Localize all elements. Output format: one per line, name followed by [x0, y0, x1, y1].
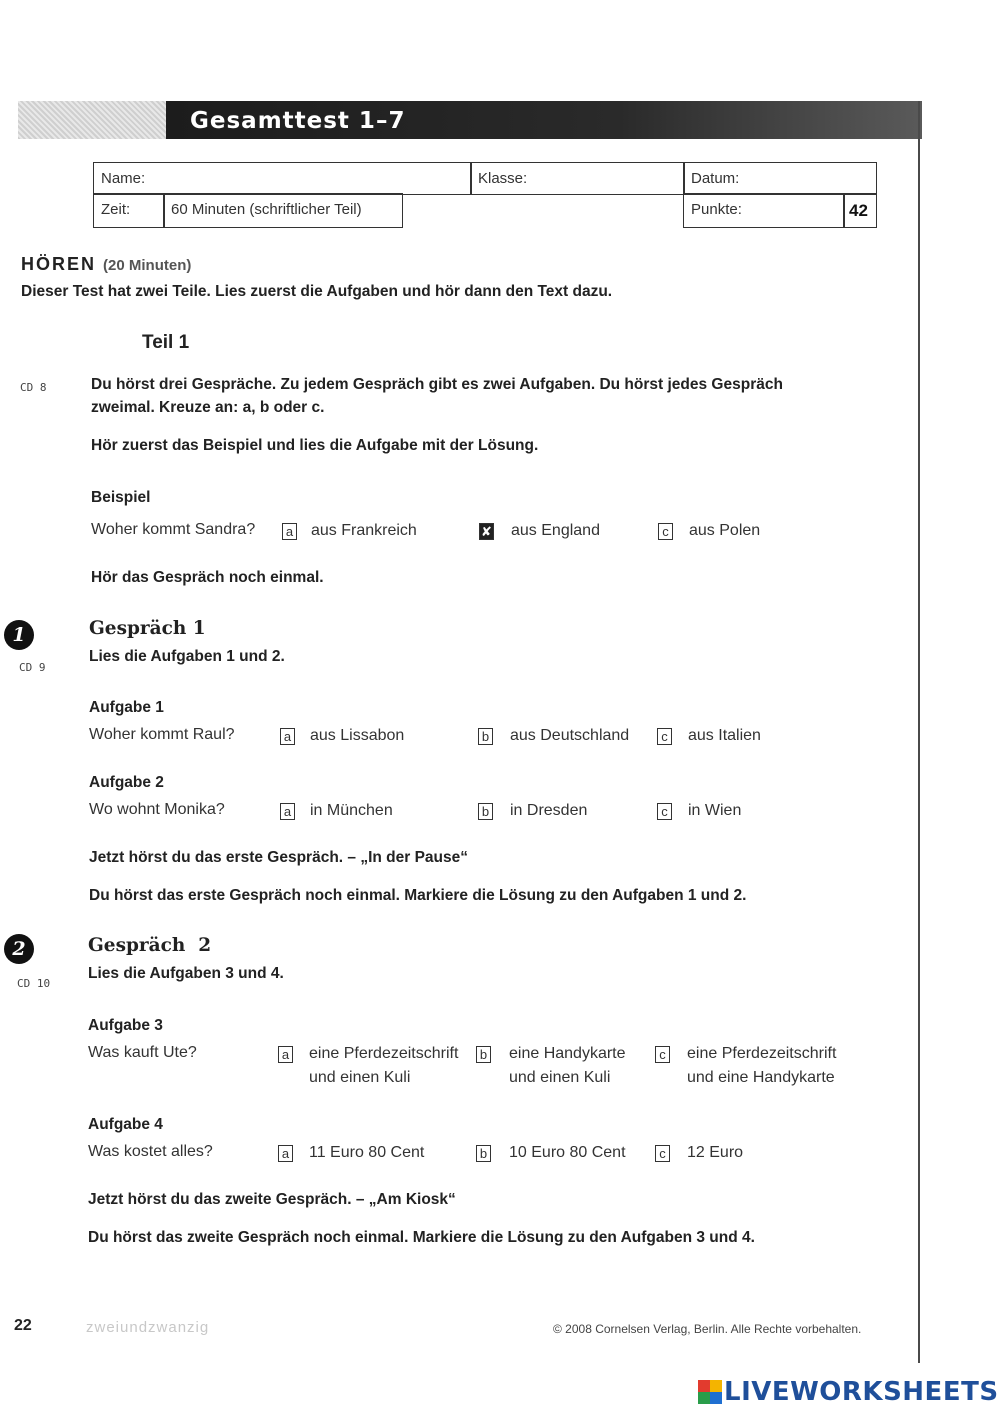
datum-label: Datum:: [691, 170, 740, 187]
gespraech1-subtitle: Lies die Aufgaben 1 und 2.: [89, 648, 285, 665]
aufgabe1-question: Woher kommt Raul?: [89, 726, 235, 743]
gespraech1-badge: 1: [4, 620, 34, 650]
gespraech2-subtitle: Lies die Aufgaben 3 und 4.: [88, 965, 284, 982]
zeit-label-cell: [93, 193, 165, 228]
zeit-value: 60 Minuten (schriftlicher Teil): [171, 201, 362, 218]
aufgabe4-option-c-text: 12 Euro: [687, 1144, 744, 1161]
aufgabe3-option-a-line2: und einen Kuli: [309, 1069, 411, 1086]
gespraech1-title: Gespräch 1: [89, 618, 206, 639]
page-number-word: zweiundzwanzig: [86, 1319, 210, 1336]
beispiel-option-c-text: aus Polen: [689, 522, 761, 539]
gespraech2-now: Jetzt hörst du das zweite Gespräch. – „Am Kiosk“: [88, 1191, 456, 1208]
gespraech2-badge: 2: [4, 934, 34, 964]
punkte-label: Punkte:: [691, 201, 742, 218]
gespraech2-again: Du hörst das zweite Gespräch noch einmal. Markiere die Lösung zu den Aufgaben 3 und 4.: [88, 1229, 755, 1246]
punkte-value: 42: [849, 201, 868, 220]
aufgabe3-option-a-text: [309, 1042, 458, 1090]
aufgabe3-heading: Aufgabe 3: [88, 1017, 163, 1034]
gespraech2-title: Gespräch 2: [88, 935, 212, 956]
aufgabe3-option-b-text: [509, 1042, 626, 1090]
aufgabe4-question: Was kostet alles?: [88, 1143, 213, 1160]
page-right-rule: [918, 101, 920, 1363]
aufgabe3-option-a-line1: eine Pferdezeitschrift: [309, 1045, 459, 1062]
punkte-label-cell: [683, 193, 845, 228]
aufgabe2-heading: Aufgabe 2: [89, 774, 164, 791]
aufgabe4-heading: Aufgabe 4: [88, 1116, 163, 1133]
section-duration: (20 Minuten): [103, 257, 192, 274]
beispiel-option-b-text: aus England: [511, 522, 600, 539]
aufgabe2-option-a-text: in München: [310, 802, 393, 819]
section-intro: Dieser Test hat zwei Teile. Lies zuerst die Aufgaben und hör dann den Text dazu.: [21, 283, 613, 300]
aufgabe1-option-a-text: aus Lissabon: [310, 727, 405, 744]
aufgabe4-option-b-text: 10 Euro 80 Cent: [509, 1144, 626, 1161]
aufgabe3-option-c-line2: und eine Handykarte: [687, 1069, 835, 1086]
copyright: © 2008 Cornelsen Verlag, Berlin. Alle Rechte vorbehalten.: [553, 1322, 862, 1336]
aufgabe3-option-c-box[interactable]: c: [655, 1046, 670, 1063]
aufgabe4-option-a-box[interactable]: a: [278, 1145, 293, 1162]
gespraech1-now: Jetzt hörst du das erste Gespräch. – „In der Pause“: [89, 849, 469, 866]
instruction-line2: zweimal. Kreuze an: a, b oder c.: [91, 399, 325, 416]
beispiel-option-b-box[interactable]: ✘: [479, 523, 494, 540]
klasse-cell[interactable]: [470, 162, 685, 195]
aufgabe4-option-c-box[interactable]: c: [655, 1145, 670, 1162]
example-hint: Hör zuerst das Beispiel und lies die Aufgabe mit der Lösung.: [91, 437, 539, 454]
aufgabe1-option-a-box[interactable]: a: [280, 728, 295, 745]
beispiel-option-c-box[interactable]: c: [658, 523, 673, 540]
gespraech1-again: Du hörst das erste Gespräch noch einmal. Markiere die Lösung zu den Aufgaben 1 und 2.: [89, 887, 747, 904]
aufgabe1-option-b-box[interactable]: b: [478, 728, 493, 745]
name-label: Name:: [101, 170, 146, 187]
aufgabe2-option-b-box[interactable]: b: [478, 803, 493, 820]
section-title: HÖREN: [21, 254, 97, 274]
liveworksheets-logo-text: LIVEWORKSHEETS: [724, 1377, 999, 1407]
aufgabe4-option-b-box[interactable]: b: [476, 1145, 491, 1162]
aufgabe4-option-a-text: 11 Euro 80 Cent: [309, 1144, 425, 1161]
liveworksheets-logo: [698, 1378, 999, 1406]
beispiel-option-a-text: aus Frankreich: [311, 522, 417, 539]
aufgabe3-option-b-line2: und einen Kuli: [509, 1069, 611, 1086]
cd10-label: CD 10: [17, 977, 51, 990]
aufgabe3-option-b-line1: eine Handykarte: [509, 1045, 626, 1062]
liveworksheets-logo-icon: [698, 1380, 722, 1404]
cd9-label: CD 9: [19, 661, 46, 674]
header-texture: [18, 101, 168, 139]
beispiel-option-a-box[interactable]: a: [282, 523, 297, 540]
aufgabe2-question: Wo wohnt Monika?: [89, 801, 225, 818]
instruction-line1: Du hörst drei Gespräche. Zu jedem Gespräch gibt es zwei Aufgaben. Du hörst jedes Gespräch: [91, 376, 783, 393]
aufgabe3-option-b-box[interactable]: b: [476, 1046, 491, 1063]
aufgabe2-option-c-box[interactable]: c: [657, 803, 672, 820]
beispiel-heading: Beispiel: [91, 489, 151, 506]
section-heading: [21, 254, 191, 275]
aufgabe1-heading: Aufgabe 1: [89, 699, 164, 716]
punkte-value-cell: [843, 193, 877, 228]
teil-title: Teil 1: [142, 332, 190, 353]
aufgabe1-option-b-text: aus Deutschland: [510, 727, 630, 744]
zeit-label: Zeit:: [101, 201, 131, 218]
page-number: 22: [14, 1317, 32, 1334]
aufgabe3-option-a-box[interactable]: a: [278, 1046, 293, 1063]
beispiel-question: Woher kommt Sandra?: [91, 521, 256, 538]
aufgabe2-option-a-box[interactable]: a: [280, 803, 295, 820]
aufgabe1-option-c-text: aus Italien: [688, 727, 761, 744]
page-title: Gesamttest 1–7: [190, 108, 406, 134]
aufgabe3-option-c-line1: eine Pferdezeitschrift: [687, 1045, 837, 1062]
aufgabe3-question: Was kauft Ute?: [88, 1044, 197, 1061]
name-cell[interactable]: [93, 162, 472, 195]
klasse-label: Klasse:: [478, 170, 528, 187]
beispiel-after: Hör das Gespräch noch einmal.: [91, 569, 324, 586]
zeit-value-cell: [163, 193, 403, 228]
info-table: [93, 162, 877, 228]
aufgabe2-option-c-text: in Wien: [688, 802, 742, 819]
aufgabe1-option-c-box[interactable]: c: [657, 728, 672, 745]
datum-cell[interactable]: [683, 162, 877, 195]
aufgabe3-option-c-text: [687, 1042, 836, 1090]
aufgabe2-option-b-text: in Dresden: [510, 802, 588, 819]
cd8-label: CD 8: [20, 381, 47, 394]
